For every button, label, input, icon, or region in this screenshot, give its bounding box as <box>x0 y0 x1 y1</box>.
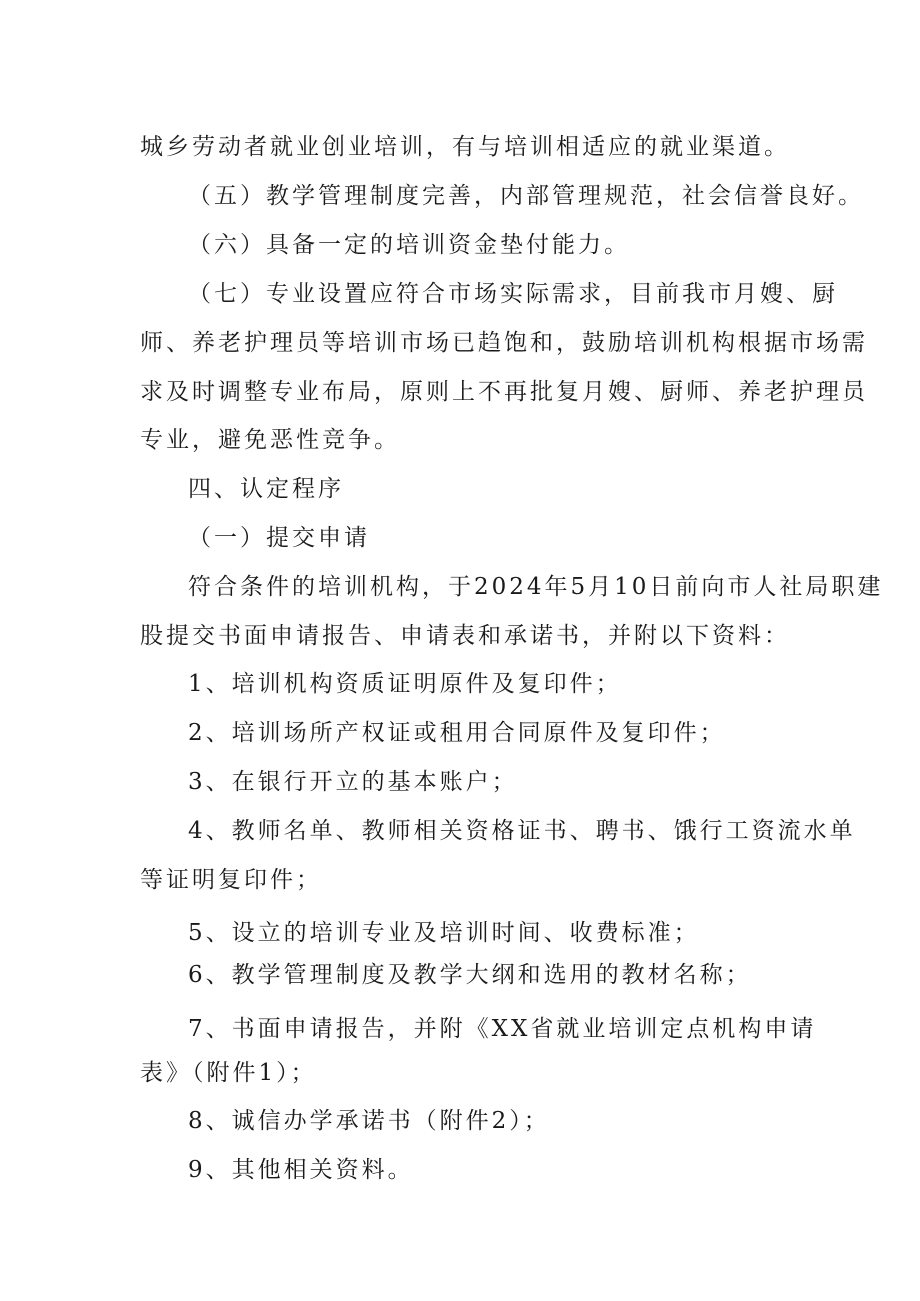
text-line: 专业，避免恶性竞争。 <box>140 427 400 453</box>
list-item: 2、培训场所产权证或租用合同原件及复印件； <box>188 720 726 746</box>
text-line: 求及时调整专业布局，原则上不再批复月嫂、厨师、养老护理员 <box>140 379 868 405</box>
subsection-heading: （一）提交申请 <box>188 525 370 551</box>
list-item-continuation: 等证明复印件； <box>140 867 322 893</box>
list-item: 6、教学管理制度及教学大纲和选用的教材名称； <box>188 962 752 988</box>
list-item: 7、书面申请报告，并附《XX省就业培训定点机构申请 <box>188 1016 817 1042</box>
text-line: （七）专业设置应符合市场实际需求，目前我市月嫂、厨 <box>188 281 838 307</box>
list-item: 1、培训机构资质证明原件及复印件； <box>188 671 622 697</box>
text-line: 城乡劳动者就业创业培训，有与培训相适应的就业渠道。 <box>140 134 790 160</box>
list-item-continuation: 表》（附件1）； <box>140 1060 317 1086</box>
list-item: 9、其他相关资料。 <box>188 1157 414 1183</box>
section-heading: 四、认定程序 <box>188 476 344 502</box>
list-item: 5、设立的培训专业及培训时间、收费标准； <box>188 920 700 946</box>
text-line: （六）具备一定的培训资金垫付能力。 <box>188 232 630 258</box>
text-line: 符合条件的培训机构，于2024年5月10日前向市人社局职建 <box>188 574 884 600</box>
list-item: 4、教师名单、教师相关资格证书、聘书、饿行工资流水单 <box>188 818 856 844</box>
text-line: 师、养老护理员等培训市场已趋饱和，鼓励培训机构根据市场需 <box>140 330 868 356</box>
text-line: （五）教学管理制度完善，内部管理规范，社会信誉良好。 <box>188 183 864 209</box>
list-item: 3、在银行开立的基本账户； <box>188 769 518 795</box>
text-line: 股提交书面申请报告、申请表和承诺书，并附以下资料： <box>140 623 790 649</box>
list-item: 8、诚信办学承诺书（附件2）； <box>188 1108 550 1134</box>
